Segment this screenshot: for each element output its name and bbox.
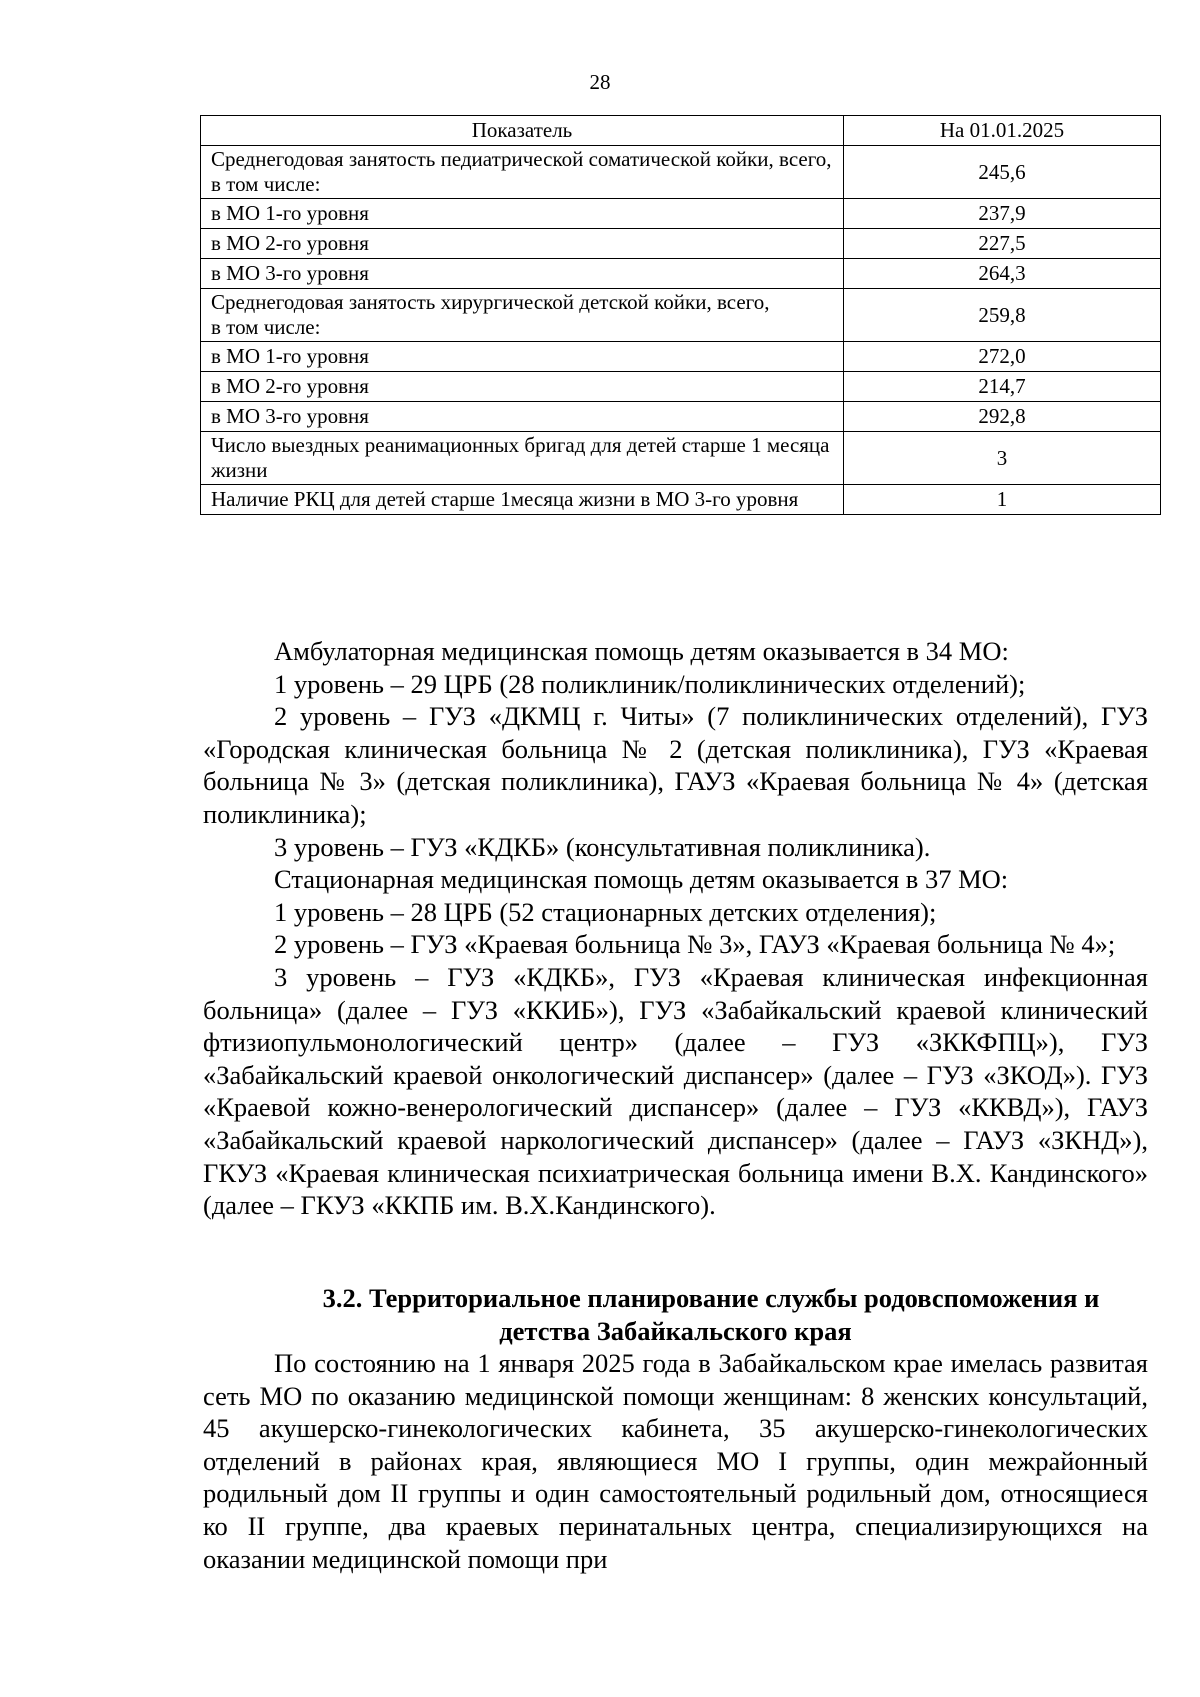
indicator-cell: в МО 1-го уровня xyxy=(201,342,844,372)
paragraph: Амбулаторная медицинская помощь детям оказывается в 34 МО: xyxy=(274,636,1009,666)
value-cell: 214,7 xyxy=(844,372,1161,402)
value-cell: 3 xyxy=(844,432,1161,485)
table-header-row xyxy=(201,116,1161,146)
value-cell: 264,3 xyxy=(844,259,1161,289)
table-row xyxy=(201,199,1161,229)
paragraph: По состоянию на 1 января 2025 года в Забайкальском крае имелась развитая сеть МО по оказанию медицинской помощи женщинам: 8 женских консультаций, 45 акушерско-гинекологических кабинета, 35 акушерско-гинекологических отделений в районах края, являющиеся МО I группы, один межрайонный родильный дом II группы и один самостоятельный родильный дом, относящиеся ко II группе, два краевых перинатальных центра, специализирующихся на оказании медицинской помощи при xyxy=(203,1348,1148,1574)
table-row xyxy=(201,229,1161,259)
table-row xyxy=(201,289,1161,342)
value-cell: 1 xyxy=(844,485,1161,515)
paragraph: 3 уровень – ГУЗ «КДКБ» (консультативная поликлиника). xyxy=(274,831,931,862)
indicator-cell: в МО 2-го уровня xyxy=(201,372,844,402)
value-cell: 259,8 xyxy=(844,289,1161,342)
indicator-cell: в МО 3-го уровня xyxy=(201,259,844,289)
value-cell: 272,0 xyxy=(844,342,1161,372)
value-cell: 237,9 xyxy=(844,199,1161,229)
indicator-cell: в МО 1-го уровня xyxy=(201,199,844,229)
header-date: На 01.01.2025 xyxy=(844,116,1161,146)
paragraph: 2 уровень – ГУЗ «Краевая больница № 3», ГАУЗ «Краевая больница № 4»; xyxy=(274,929,1116,960)
indicators-table xyxy=(200,115,1161,515)
page-number: 28 xyxy=(589,70,611,94)
table-row xyxy=(201,485,1161,515)
table-row xyxy=(201,259,1161,289)
body-text xyxy=(203,635,1148,1222)
table-row xyxy=(201,372,1161,402)
value-cell: 245,6 xyxy=(844,146,1161,199)
section-body xyxy=(203,1347,1148,1575)
indicator-cell: Среднегодовая занятость педиатрической соматической койки, всего, в том числе: xyxy=(201,146,844,199)
indicator-cell: в МО 2-го уровня xyxy=(201,229,844,259)
value-cell: 292,8 xyxy=(844,402,1161,432)
indicator-cell: в МО 3-го уровня xyxy=(201,402,844,432)
paragraph: Стационарная медицинская помощь детям оказывается в 37 МО: xyxy=(274,864,1009,895)
indicator-cell: Среднегодовая занятость хирургической детской койки, всего, в том числе: xyxy=(201,289,844,342)
paragraph: 2 уровень – ГУЗ «ДКМЦ г. Читы» (7 поликлинических отделений), ГУЗ «Городская клиническая больница № 2 (детская поликлиника), ГУЗ «Краевая больница № 3» (детская поликлиника), ГАУЗ «Краевая больница № 4» (детская поликлиника); xyxy=(203,701,1148,829)
header-indicator: Показатель xyxy=(201,116,844,146)
table-row xyxy=(201,402,1161,432)
indicator-cell: Число выездных реанимационных бригад для детей старше 1 месяца жизни xyxy=(201,432,844,485)
indicator-cell: Наличие РКЦ для детей старше 1месяца жизни в МО 3-го уровня xyxy=(201,485,844,515)
paragraph: 1 уровень – 28 ЦРБ (52 стационарных детских отделения); xyxy=(274,896,937,927)
table-row xyxy=(201,146,1161,199)
value-cell: 227,5 xyxy=(844,229,1161,259)
section-heading: 3.2. Территориальное планирование службы родовспоможения и детства Забайкальского края xyxy=(322,1283,1100,1346)
paragraph: 3 уровень – ГУЗ «КДКБ», ГУЗ «Краевая клиническая инфекционная больница» (далее – ГУЗ «ККИБ»), ГУЗ «Забайкальский краевой клинический фтизиопульмонологический центр» (далее – ГУЗ «ЗККФПЦ»), ГУЗ «Забайкальский краевой онкологический диспансер» (далее – ГУЗ «ЗКОД»). ГУЗ «Краевой кожно-венерологический диспансер» (далее – ГУЗ «ККВД»), ГАУЗ «Забайкальский краевой наркологический диспансер» (далее – ГАУЗ «ЗКНД»), ГКУЗ «Краевая клиническая психиатрическая больница имени В.Х. Кандинского» (далее – ГКУЗ «ККПБ им. В.Х.Кандинского). xyxy=(203,961,1148,1221)
table-row xyxy=(201,432,1161,485)
table-row xyxy=(201,342,1161,372)
paragraph: 1 уровень – 29 ЦРБ (28 поликлиник/поликлинических отделений); xyxy=(274,668,1026,699)
